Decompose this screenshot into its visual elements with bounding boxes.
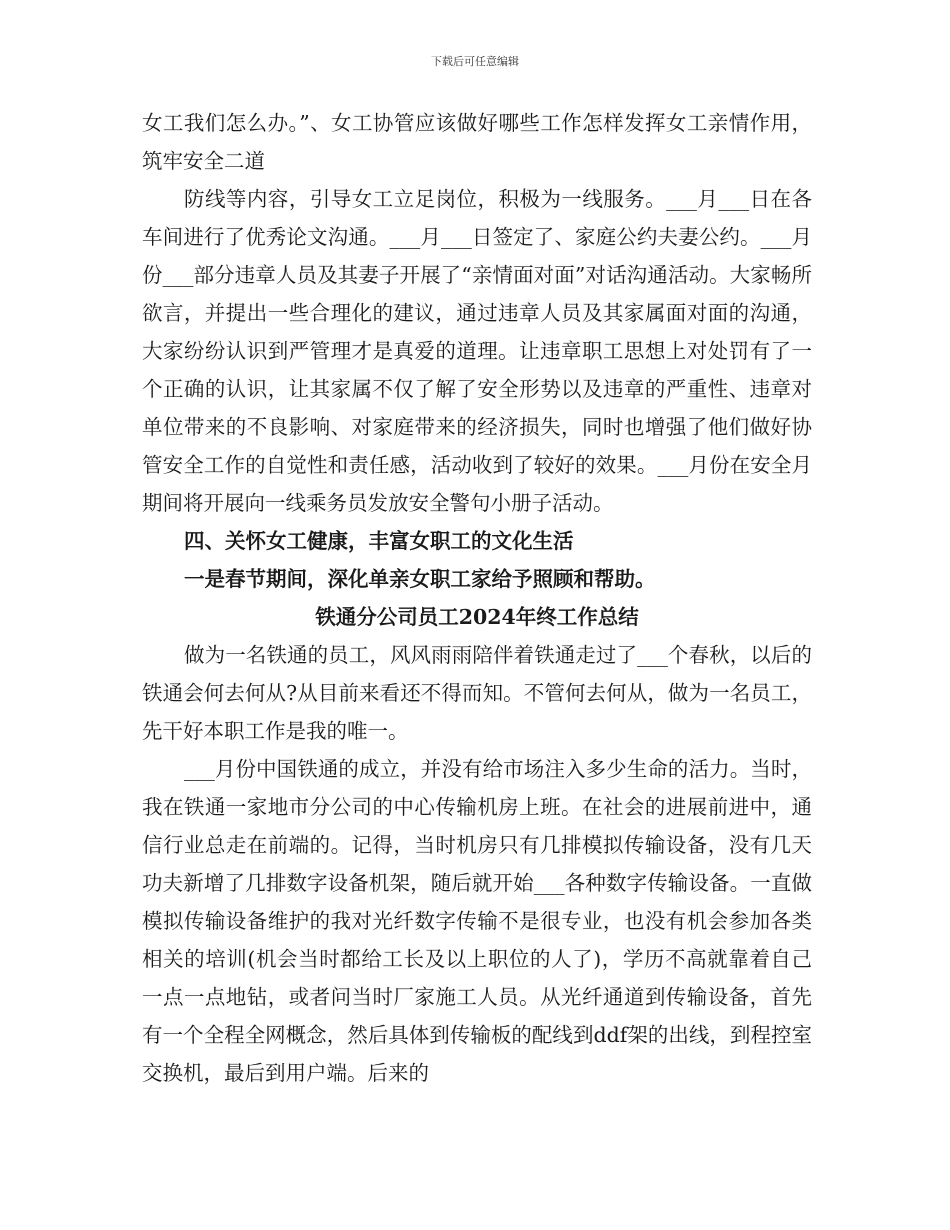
section-heading-4: 四、关怀女工健康，丰富女职工的文化生活 [184, 529, 574, 553]
document-body [142, 104, 812, 1092]
paragraph-2: 防线等内容，引导女工立足岗位，积极为一线服务。___月___日在各车间进行了优秀论文沟通。___月___日签定了、家庭公约夫妻公约。___月份___部分违章人员及其妻子开展了“亲情面对面”对话沟通活动。大家畅所欲言，并提出一些合理化的建议，通过违章人员及其家属面对面的沟通，大家纷纷认识到严管理才是真爱的道理。让违章职工思想上对处罚有了一个正确的认识，让其家属不仅了解了安全形势以及违章的严重性、违章对单位带来的不良影响、对家庭带来的经济损失，同时也增强了他们做好协管安全工作的自觉性和责任感，活动收到了较好的效果。___月份在安全月期间将开展向一线乘务员发放安全警句小册子活动。 [142, 187, 812, 515]
sub-heading-1: 一是春节期间，深化单亲女职工家给予照顾和帮助。 [184, 567, 656, 591]
paragraph-4: ___月份中国铁通的成立，并没有给市场注入多少生命的活力。当时，我在铁通一家地市分公司的中心传输机房上班。在社会的进展前进中，通信行业总走在前端的。记得，当时机房只有几排模拟传输设备，没有几天功夫新增了几排数字设备机架，随后就开始___各种数字传输设备。一直做模拟传输设备维护的我对光纤数字传输不是很专业，也没有机会参加各类相关的培训(机会当时都给工长及以上职位的人了)，学历不高就靠着自己一点一点地钻，或者问当时厂家施工人员。从光纤通道到传输设备，首先有一个全程全网概念，然后具体到传输板的配线到ddf架的出线，到程控室交换机，最后到用户端。后来的 [142, 757, 812, 1085]
document-title: 铁通分公司员工2024年终工作总结 [315, 605, 639, 629]
paragraph-1: 女工我们怎么办。”、女工协管应该做好哪些工作怎样发挥女工亲情作用，筑牢安全二道 [142, 111, 812, 173]
page-header-note: 下载后可任意编辑 [431, 55, 519, 68]
paragraph-3: 做为一名铁通的员工，风风雨雨陪伴着铁通走过了___个春秋，以后的铁通会何去何从?从目前来看还不得而知。不管何去何从，做为一名员工，先干好本职工作是我的唯一。 [142, 643, 812, 743]
